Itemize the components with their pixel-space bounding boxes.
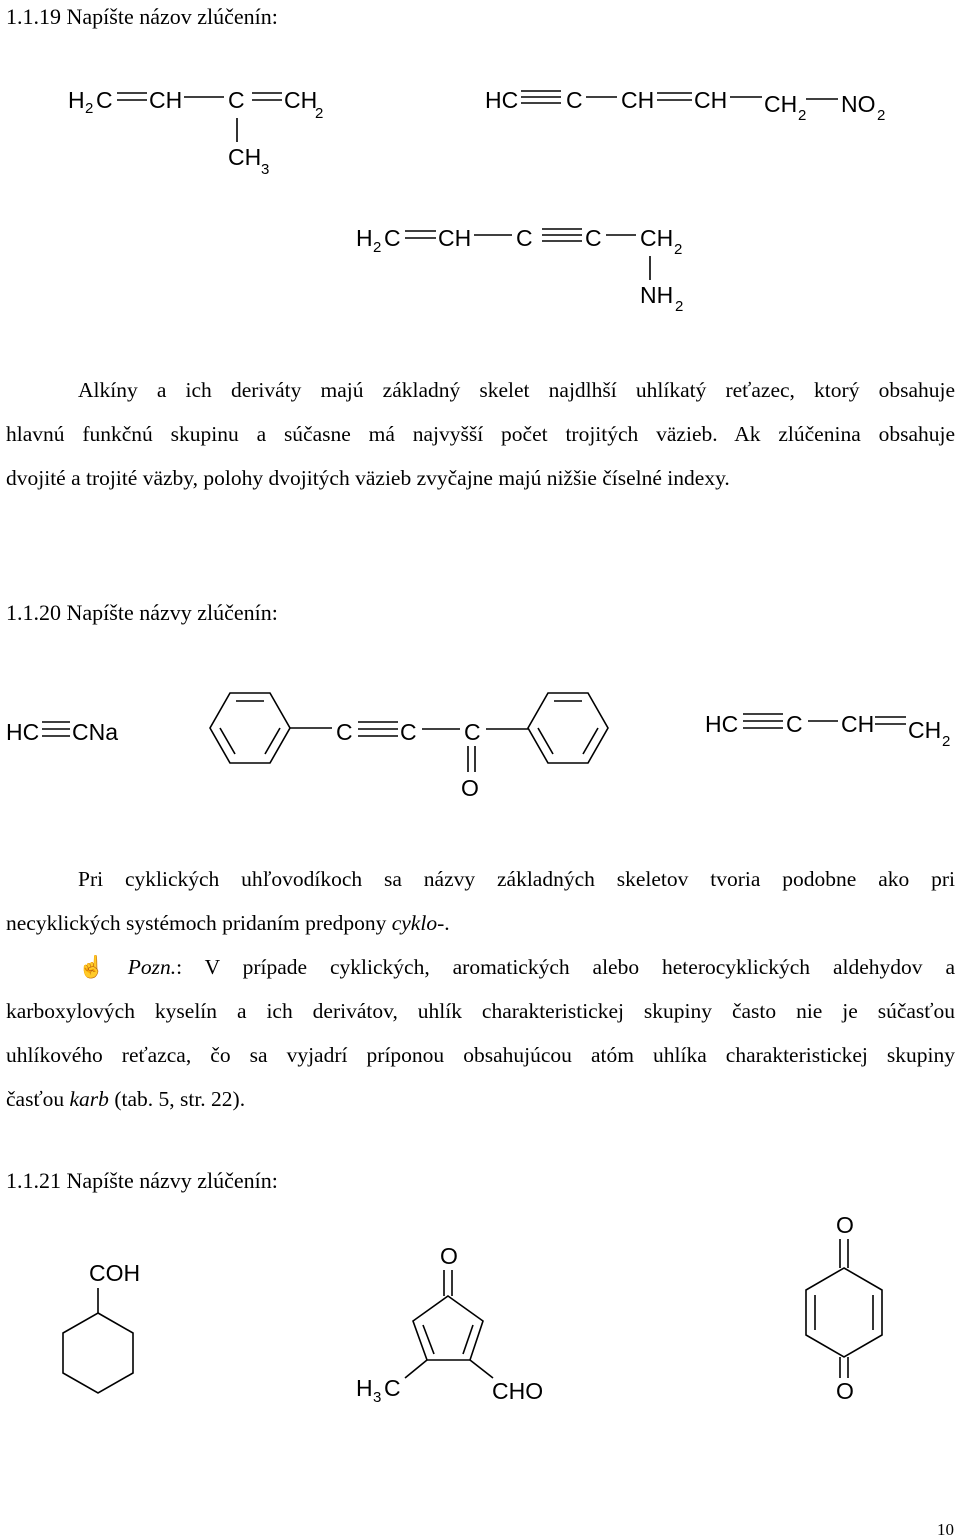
ring-double-bond [463, 1325, 473, 1354]
exercise-number: 1.1.21 [6, 1168, 61, 1193]
exercise-number: 1.1.19 [6, 4, 61, 29]
exercise-prompt: Napíšte názvy zlúčenín: [66, 600, 278, 625]
atom-subscript: 2 [877, 107, 886, 124]
paragraph-end: . [444, 911, 450, 935]
atom-label: C [464, 719, 481, 745]
ring-double-bond [423, 1325, 434, 1354]
atom-label: CH [284, 87, 318, 113]
atom-label: CH [438, 225, 472, 251]
atom-label: CH [908, 717, 942, 743]
atom-label: COH [89, 1260, 141, 1286]
exercise-prompt: Napíšte názvy zlúčenín: [66, 1168, 278, 1193]
molecule-sodium-acetylide [6, 719, 118, 745]
atom-label: H [68, 87, 85, 113]
atom-label: CNa [72, 719, 119, 745]
paragraph-line: Pri cyklických uhľovodíkoch sa názvy základných skeletov tvoria podobne ako pri [78, 867, 955, 891]
atom-label: CH [694, 87, 728, 113]
atom-label: HC [6, 719, 40, 745]
atom-label: H [356, 225, 373, 251]
atom-label: C [400, 719, 417, 745]
paragraph-text: necyklických systémoch pridaním predpony [6, 911, 392, 935]
pointing-hand-icon: ☝ [78, 955, 105, 979]
exercise-prompt: Napíšte názov zlúčenín: [66, 4, 278, 29]
atom-subscript: 3 [261, 161, 270, 178]
atom-subscript: 3 [373, 1389, 382, 1406]
molecule-nitro-enyne [485, 87, 885, 124]
molecule-vinylacetylene [705, 711, 950, 750]
atom-label: C [585, 225, 602, 251]
note-label: Pozn. [127, 955, 177, 979]
exercise-number: 1.1.20 [6, 600, 61, 625]
atom-label: C [228, 87, 245, 113]
molecule-amino-enyne [356, 225, 683, 315]
atom-label: CH [764, 91, 798, 117]
atom-label: C [384, 225, 401, 251]
atom-label: C [516, 225, 533, 251]
cyclohexane-ring [63, 1313, 133, 1393]
molecule-benzoquinone [806, 1212, 882, 1404]
note-text: (tab. 5, str. 22). [108, 1087, 246, 1111]
atom-label: C [336, 719, 353, 745]
atom-label: CH [640, 225, 674, 251]
molecule-cyclopentadienone [356, 1243, 543, 1406]
single-bond [470, 1360, 493, 1378]
atom-subscript: 2 [85, 100, 94, 117]
page-number: 10 [937, 1520, 954, 1539]
quinone-ring [806, 1268, 882, 1357]
atom-label: H [356, 1375, 373, 1401]
paragraph-line: hlavnú funkčnú skupinu a súčasne má najvyšší počet trojitých väzieb. Ak zlúčenina obsahuje [6, 422, 955, 446]
atom-label: HC [705, 711, 739, 737]
note-text: : V prípade cyklických, aromatických alebo heterocyklických aldehydov a [176, 955, 955, 979]
molecule-diphenyl-ynone [210, 693, 608, 801]
atom-subscript: 2 [675, 298, 684, 315]
atom-label: CH [228, 144, 262, 170]
paragraph-line: dvojité a trojité väzby, polohy dvojitých väzieb zvyčajne majú nižšie číselné indexy. [6, 466, 730, 490]
single-bond [405, 1360, 427, 1378]
atom-subscript: 2 [674, 241, 683, 258]
atom-subscript: 2 [315, 105, 324, 122]
prefix-cyklo: cyklo- [391, 911, 445, 935]
atom-label: C [566, 87, 583, 113]
atom-label: C [786, 711, 803, 737]
molecule-cyclohexane-carbaldehyde [63, 1260, 140, 1393]
atom-label: C [384, 1375, 401, 1401]
note-italic: karb [69, 1087, 109, 1111]
atom-subscript: 2 [373, 239, 382, 256]
atom-label: CH [841, 711, 875, 737]
atom-label: CHO [492, 1378, 544, 1404]
atom-label: HC [485, 87, 519, 113]
atom-label: O [440, 1243, 458, 1269]
molecule-isoprene [68, 87, 323, 178]
atom-subscript: 2 [798, 107, 807, 124]
atom-label: C [96, 87, 113, 113]
atom-label: NH [640, 282, 674, 308]
benzene-ring [528, 693, 608, 763]
atom-label: O [461, 775, 479, 801]
atom-label: O [836, 1378, 854, 1404]
note-line: karboxylových kyselín a ich derivátov, uhlík charakteristickej skupiny často nie je súčasťou [6, 999, 955, 1023]
benzene-ring [210, 693, 290, 763]
atom-label: CH [621, 87, 655, 113]
atom-label: O [836, 1212, 854, 1238]
atom-label: CH [149, 87, 183, 113]
note-text: časťou [6, 1087, 70, 1111]
atom-label: NO [841, 91, 876, 117]
atom-subscript: 2 [942, 733, 951, 750]
paragraph-line: Alkíny a ich deriváty majú základný skelet najdlhší uhlíkatý reťazec, ktorý obsahuje [78, 378, 955, 402]
note-line: uhlíkového reťazca, čo sa vyjadrí príponou obsahujúcou atóm uhlíka charakteristickej skupiny [6, 1043, 955, 1067]
